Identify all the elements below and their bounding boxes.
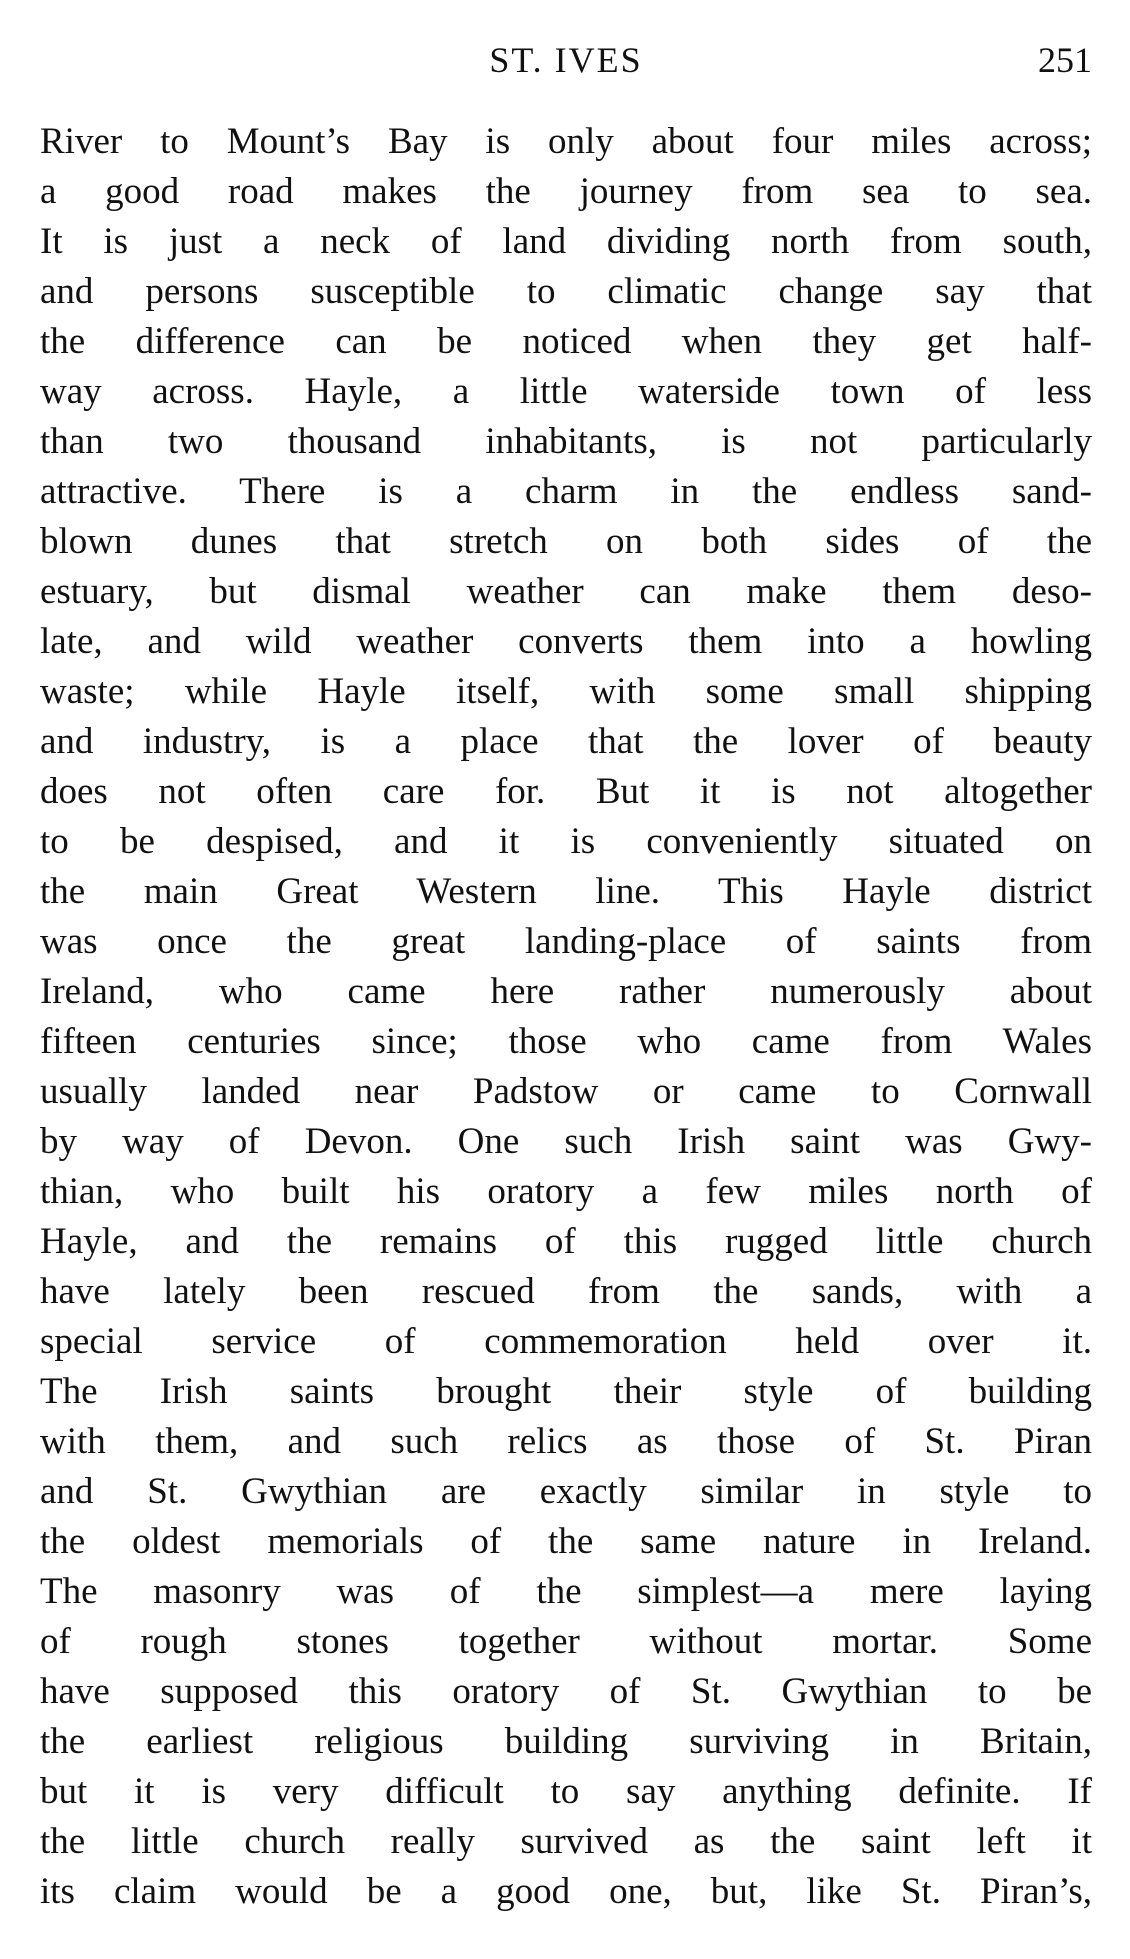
text-line: of rough stones together without mortar. Some xyxy=(40,1621,1092,1662)
text-line: the little church really survived as the saint left it xyxy=(40,1821,1092,1862)
text-line: special service of commemoration held over it. xyxy=(40,1321,1092,1362)
text-line: blown dunes that stretch on both sides of the xyxy=(40,521,1092,562)
text-line: The Irish saints brought their style of building xyxy=(40,1371,1092,1412)
text-line: but it is very difficult to say anything definite. If xyxy=(40,1771,1092,1812)
text-line: thian, who built his oratory a few miles north of xyxy=(40,1171,1092,1212)
text-line: usually landed near Padstow or came to Cornwall xyxy=(40,1071,1092,1112)
text-line: The masonry was of the simplest—a mere laying xyxy=(40,1571,1092,1612)
text-line: fifteen centuries since; those who came from Wales xyxy=(40,1021,1092,1062)
text-line: than two thousand inhabitants, is not particularly xyxy=(40,421,1092,462)
text-line: by way of Devon. One such Irish saint was Gwy- xyxy=(40,1121,1092,1162)
body-text xyxy=(40,117,1092,1917)
text-line: It is just a neck of land dividing north from south, xyxy=(40,221,1092,262)
text-line: Ireland, who came here rather numerously about xyxy=(40,971,1092,1012)
text-line: waste; while Hayle itself, with some small shipping xyxy=(40,671,1092,712)
text-line: attractive. There is a charm in the endless sand- xyxy=(40,471,1092,512)
text-line: to be despised, and it is conveniently situated on xyxy=(40,821,1092,862)
text-line: a good road makes the journey from sea to sea. xyxy=(40,171,1092,212)
text-line: the main Great Western line. This Hayle district xyxy=(40,871,1092,912)
text-line: late, and wild weather converts them into a howling xyxy=(40,621,1092,662)
text-line: the earliest religious building surviving in Britain, xyxy=(40,1721,1092,1762)
running-title: ST. IVES xyxy=(489,40,643,80)
text-line: have supposed this oratory of St. Gwythian to be xyxy=(40,1671,1092,1712)
running-head xyxy=(40,30,1092,90)
page-number: 251 xyxy=(1038,40,1092,80)
text-line: estuary, but dismal weather can make them deso- xyxy=(40,571,1092,612)
text-line: have lately been rescued from the sands, with a xyxy=(40,1271,1092,1312)
text-line: and industry, is a place that the lover of beauty xyxy=(40,721,1092,762)
text-line: its claim would be a good one, but, like St. Piran’s, xyxy=(40,1871,1092,1912)
text-line: Hayle, and the remains of this rugged little church xyxy=(40,1221,1092,1262)
text-line: with them, and such relics as those of St. Piran xyxy=(40,1421,1092,1462)
text-line: and persons susceptible to climatic change say that xyxy=(40,271,1092,312)
text-line: the oldest memorials of the same nature in Ireland. xyxy=(40,1521,1092,1562)
text-line: the difference can be noticed when they get half- xyxy=(40,321,1092,362)
text-line: does not often care for. But it is not altogether xyxy=(40,771,1092,812)
text-line: and St. Gwythian are exactly similar in style to xyxy=(40,1471,1092,1512)
text-line: River to Mount’s Bay is only about four miles across; xyxy=(40,121,1092,162)
text-line: way across. Hayle, a little waterside town of less xyxy=(40,371,1092,412)
text-line: was once the great landing-place of saints from xyxy=(40,921,1092,962)
